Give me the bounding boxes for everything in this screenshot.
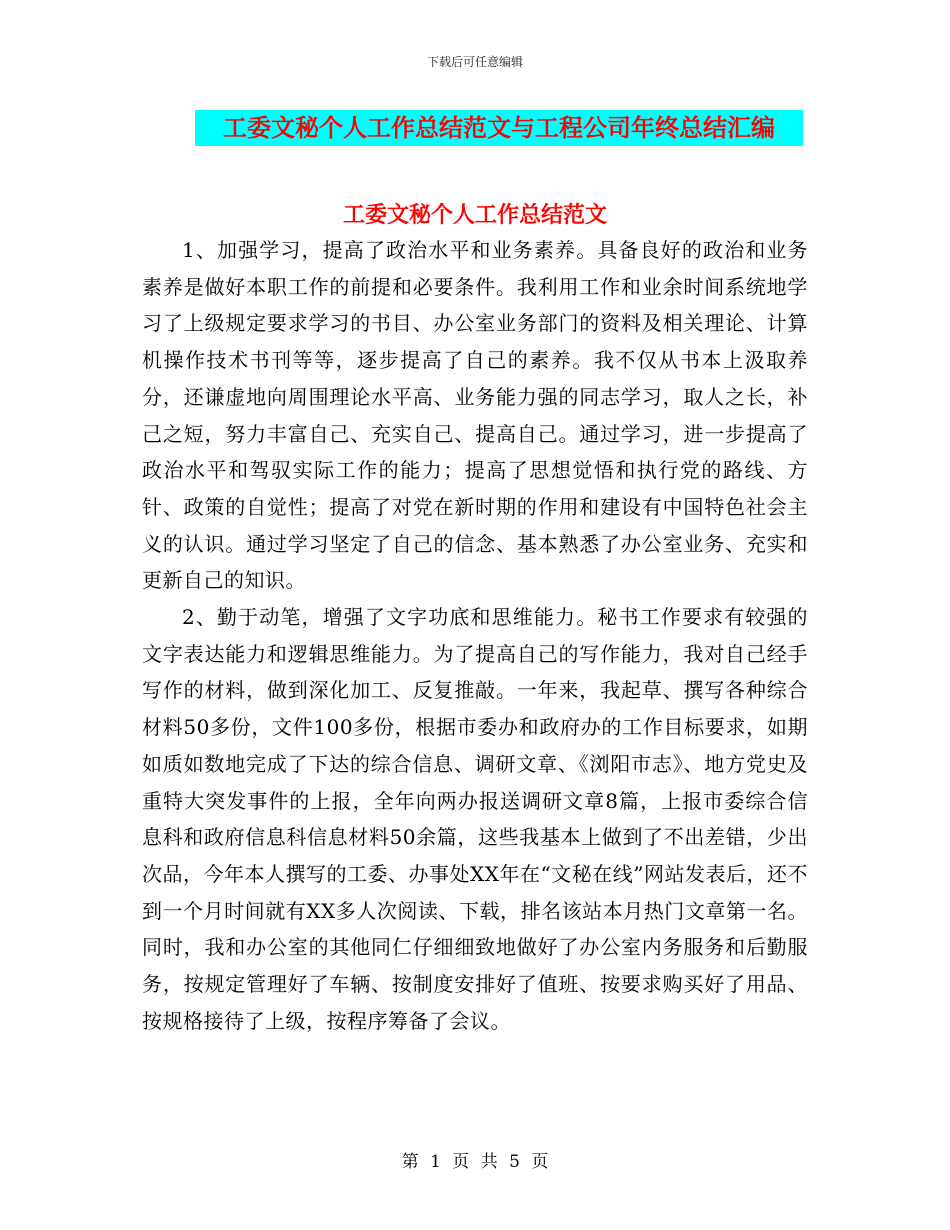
main-title: 工委文秘个人工作总结范文与工程公司年终总结汇编	[223, 114, 775, 142]
section-title: 工委文秘个人工作总结范文	[342, 203, 607, 228]
body-text	[142, 232, 808, 1039]
paragraph-2: 2、勤于动笔，增强了文字功底和思维能力。秘书工作要求有较强的文字表达能力和逻辑思维能力。为了提高自己的写作能力，我对自己经手写作的材料，做到深化加工、反复推敲。一年来，我起草、撰写各种综合材料50多份，文件100多份，根据市委办和政府办的工作目标要求，如期如质如数地完成了下达的综合信息、调研文章、《浏阳市志》、地方党史及重特大突发事件的上报，全年向两办报送调研文章8篇，上报市委综合信息科和政府信息科信息材料50余篇，这些我基本上做到了不出差错，少出次品，今年本人撰写的工委、办事处XX年在“文秘在线”网站发表后，还不到一个月时间就有XX多人次阅读、下载，排名该站本月热门文章第一名。同时，我和办公室的其他同仁仔细细致地做好了办公室内务服务和后勤服务，按规定管理好了车辆、按制度安排好了值班、按要求购买好了用品、按规格接待了上级，按程序筹备了会议。	[142, 605, 808, 1033]
main-title-highlight	[195, 110, 803, 146]
paragraph-1: 1、加强学习，提高了政治水平和业务素养。具备良好的政治和业务素养是做好本职工作的前提和必要条件。我利用工作和业余时间系统地学习了上级规定要求学习的书目、办公室业务部门的资料及相关理论、计算机操作技术书刊等等，逐步提高了自己的素养。我不仅从书本上汲取养分，还谦虚地向周围理论水平高、业务能力强的同志学习，取人之长，补己之短，努力丰富自己、充实自己、提高自己。通过学习，进一步提高了政治水平和驾驭实际工作的能力；提高了思想觉悟和执行党的路线、方针、政策的自觉性；提高了对党在新时期的作用和建设有中国特色社会主义的认识。通过学习坚定了自己的信念、基本熟悉了办公室业务、充实和更新自己的知识。	[142, 238, 808, 593]
page-footer: 第 1 页 共 5 页	[401, 1152, 549, 1172]
header-note: 下载后可任意编辑	[426, 55, 523, 69]
